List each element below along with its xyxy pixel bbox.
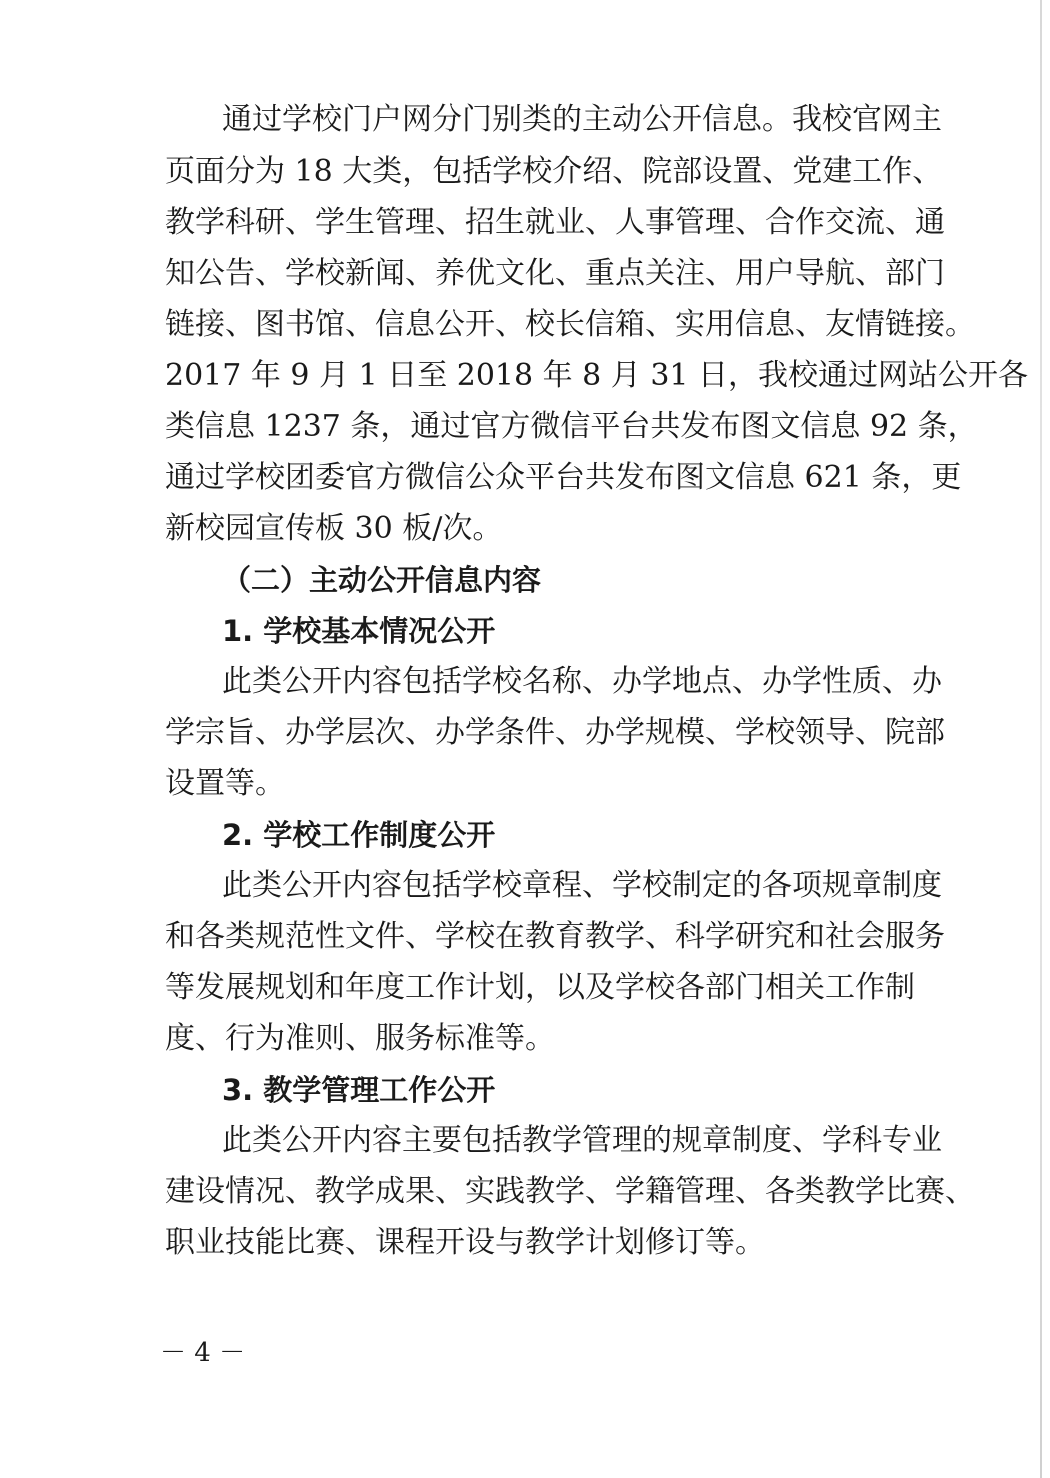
subsection-heading: 3. 教学管理工作公开	[222, 1073, 496, 1107]
paragraph-line: 类信息 1237 条，通过官方微信平台共发布图文信息 92 条，	[165, 409, 978, 444]
paragraph-line: 度、行为准则、服务标准等。	[165, 1021, 555, 1056]
paragraph-line: 此类公开内容包括学校名称、办学地点、办学性质、办	[222, 664, 942, 699]
paragraph-line: 等发展规划和年度工作计划，以及学校各部门相关工作制	[165, 970, 915, 1005]
section-heading: （二）主动公开信息内容	[222, 563, 542, 597]
paragraph-line: 和各类规范性文件、学校在教育教学、科学研究和社会服务	[165, 919, 945, 954]
paragraph-line: 职业技能比赛、课程开设与教学计划修订等。	[165, 1225, 765, 1260]
scan-edge-shadow	[1040, 0, 1042, 1478]
paragraph-line: 学宗旨、办学层次、办学条件、办学规模、学校领导、院部	[165, 715, 945, 750]
paragraph-line: 页面分为 18 大类，包括学校介绍、院部设置、党建工作、	[165, 154, 943, 189]
paragraph-line: 设置等。	[165, 766, 285, 801]
paragraph-line: 通过学校门户网分门别类的主动公开信息。我校官网主	[222, 102, 942, 137]
paragraph-line: 新校园宣传板 30 板/次。	[165, 511, 503, 546]
paragraph-line: 此类公开内容包括学校章程、学校制定的各项规章制度	[222, 868, 942, 903]
paragraph-line: 知公告、学校新闻、养优文化、重点关注、用户导航、部门	[165, 256, 945, 291]
paragraph-line: 此类公开内容主要包括教学管理的规章制度、学科专业	[222, 1123, 942, 1158]
paragraph-line: 建设情况、教学成果、实践教学、学籍管理、各类教学比赛、	[165, 1174, 975, 1209]
page-number: － 4 －	[160, 1338, 246, 1368]
paragraph-line: 2017 年 9 月 1 日至 2018 年 8 月 31 日，我校通过网站公开各	[165, 358, 1029, 393]
subsection-heading: 1. 学校基本情况公开	[222, 614, 496, 648]
subsection-heading: 2. 学校工作制度公开	[222, 818, 496, 852]
paragraph-line: 链接、图书馆、信息公开、校长信箱、实用信息、友情链接。	[165, 307, 975, 342]
paragraph-line: 通过学校团委官方微信公众平台共发布图文信息 621 条，更	[165, 460, 962, 495]
paragraph-line: 教学科研、学生管理、招生就业、人事管理、合作交流、通	[165, 205, 945, 240]
